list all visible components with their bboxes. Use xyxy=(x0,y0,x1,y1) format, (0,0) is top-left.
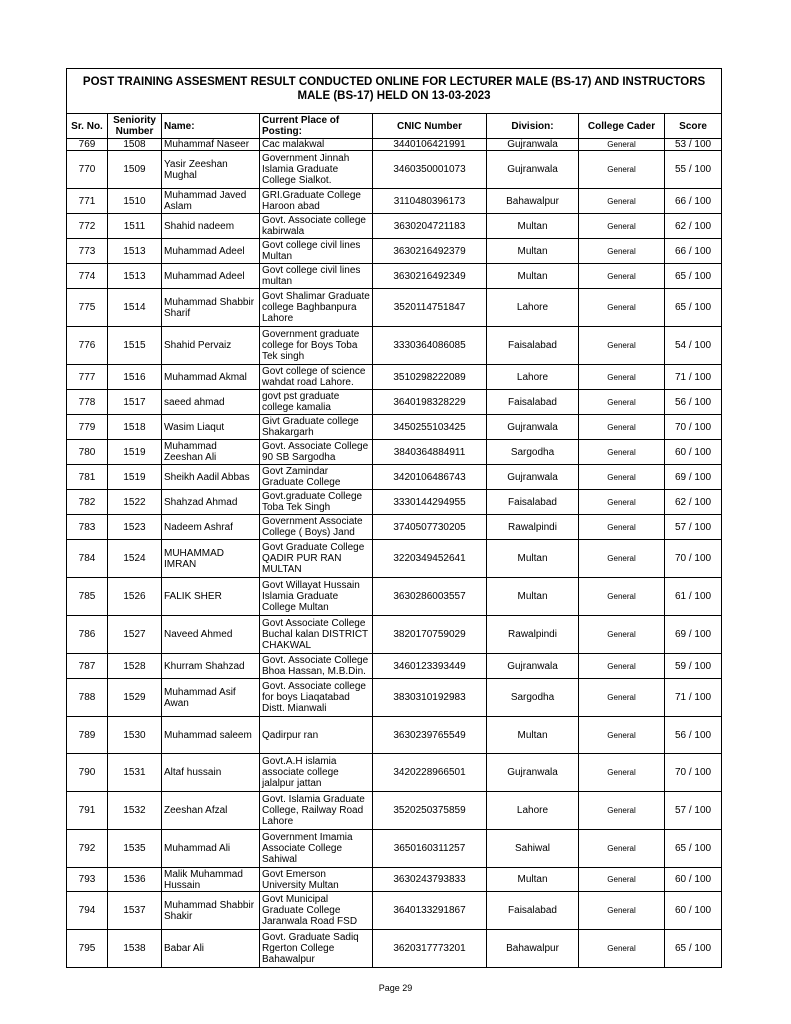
cadre-cell: General xyxy=(579,239,665,264)
cnic-cell: 3640198328229 xyxy=(373,390,487,415)
seniority-cell: 1531 xyxy=(108,754,162,792)
name-cell: Shahid nadeem xyxy=(162,214,260,239)
posting-cell: Govt college of science wahdat road Lahore. xyxy=(260,365,373,390)
col-header-posting: Current Place of Posting: xyxy=(260,114,373,139)
division-cell: Sahiwal xyxy=(487,830,579,868)
name-cell: Shahzad Ahmad xyxy=(162,490,260,515)
division-cell: Multan xyxy=(487,540,579,578)
cadre-cell: General xyxy=(579,327,665,365)
table-row xyxy=(67,365,722,390)
cnic-cell: 3650160311257 xyxy=(373,830,487,868)
header-row xyxy=(67,114,722,139)
score-cell: 55 / 100 xyxy=(665,151,722,189)
name-cell: Muhammad Adeel xyxy=(162,239,260,264)
sr-cell: 787 xyxy=(67,654,108,679)
seniority-cell: 1530 xyxy=(108,717,162,754)
cadre-cell: General xyxy=(579,440,665,465)
division-cell: Multan xyxy=(487,214,579,239)
seniority-cell: 1523 xyxy=(108,515,162,540)
division-cell: Faisalabad xyxy=(487,327,579,365)
cadre-cell: General xyxy=(579,540,665,578)
division-cell: Gujranwala xyxy=(487,415,579,440)
sr-cell: 788 xyxy=(67,679,108,717)
posting-cell: govt pst graduate college kamalia xyxy=(260,390,373,415)
cadre-cell: General xyxy=(579,654,665,679)
sr-cell: 786 xyxy=(67,616,108,654)
name-cell: Muhammad Asif Awan xyxy=(162,679,260,717)
cnic-cell: 3630216492379 xyxy=(373,239,487,264)
name-cell: Muhammad saleem xyxy=(162,717,260,754)
cadre-cell: General xyxy=(579,189,665,214)
posting-cell: Govt. Associate college kabirwala xyxy=(260,214,373,239)
cnic-cell: 3830310192983 xyxy=(373,679,487,717)
sr-cell: 771 xyxy=(67,189,108,214)
sr-cell: 783 xyxy=(67,515,108,540)
cadre-cell: General xyxy=(579,930,665,968)
seniority-cell: 1535 xyxy=(108,830,162,868)
division-cell: Multan xyxy=(487,868,579,892)
name-cell: Muhammad Zeeshan Ali xyxy=(162,440,260,465)
cadre-cell: General xyxy=(579,717,665,754)
posting-cell: Govt Zamindar Graduate College xyxy=(260,465,373,490)
sr-cell: 775 xyxy=(67,289,108,327)
page-title: POST TRAINING ASSESMENT RESULT CONDUCTED ONLINE FOR LECTURER MALE (BS-17) AND INSTRUCTORS MALE (BS-17) HELD ON 13-03-2023 xyxy=(67,69,722,114)
posting-cell: Qadirpur ran xyxy=(260,717,373,754)
division-cell: Lahore xyxy=(487,792,579,830)
division-cell: Gujranwala xyxy=(487,465,579,490)
name-cell: Yasir Zeeshan Mughal xyxy=(162,151,260,189)
cadre-cell: General xyxy=(579,578,665,616)
division-cell: Sargodha xyxy=(487,440,579,465)
table-row xyxy=(67,289,722,327)
table-row xyxy=(67,264,722,289)
seniority-cell: 1518 xyxy=(108,415,162,440)
seniority-cell: 1527 xyxy=(108,616,162,654)
sr-cell: 779 xyxy=(67,415,108,440)
seniority-cell: 1528 xyxy=(108,654,162,679)
score-cell: 62 / 100 xyxy=(665,490,722,515)
score-cell: 71 / 100 xyxy=(665,679,722,717)
seniority-cell: 1524 xyxy=(108,540,162,578)
score-cell: 57 / 100 xyxy=(665,792,722,830)
division-cell: Rawalpindi xyxy=(487,515,579,540)
sr-cell: 770 xyxy=(67,151,108,189)
table-row xyxy=(67,930,722,968)
posting-cell: Govt college civil lines Multan xyxy=(260,239,373,264)
posting-cell: Govt. Associate college for boys Liaqatabad Distt. Mianwali xyxy=(260,679,373,717)
posting-cell: GRI.Graduate College Haroon abad xyxy=(260,189,373,214)
division-cell: Rawalpindi xyxy=(487,616,579,654)
cadre-cell: General xyxy=(579,892,665,930)
name-cell: saeed ahmad xyxy=(162,390,260,415)
score-cell: 60 / 100 xyxy=(665,440,722,465)
score-cell: 65 / 100 xyxy=(665,264,722,289)
name-cell: Muhammad Shabbir Sharif xyxy=(162,289,260,327)
cadre-cell: General xyxy=(579,616,665,654)
cadre-cell: General xyxy=(579,830,665,868)
score-cell: 66 / 100 xyxy=(665,239,722,264)
cnic-cell: 3420106486743 xyxy=(373,465,487,490)
seniority-cell: 1513 xyxy=(108,239,162,264)
score-cell: 69 / 100 xyxy=(665,616,722,654)
seniority-cell: 1519 xyxy=(108,465,162,490)
sr-cell: 785 xyxy=(67,578,108,616)
cadre-cell: General xyxy=(579,390,665,415)
sr-cell: 774 xyxy=(67,264,108,289)
sr-cell: 782 xyxy=(67,490,108,515)
posting-cell: Government Imamia Associate College Sahiwal xyxy=(260,830,373,868)
name-cell: Zeeshan Afzal xyxy=(162,792,260,830)
name-cell: Malik Muhammad Hussain xyxy=(162,868,260,892)
seniority-cell: 1522 xyxy=(108,490,162,515)
cnic-cell: 3630243793833 xyxy=(373,868,487,892)
score-cell: 71 / 100 xyxy=(665,365,722,390)
score-cell: 66 / 100 xyxy=(665,189,722,214)
division-cell: Faisalabad xyxy=(487,892,579,930)
col-header-cadre: College Cader xyxy=(579,114,665,139)
division-cell: Bahawalpur xyxy=(487,930,579,968)
name-cell: Muhammad Adeel xyxy=(162,264,260,289)
col-header-score: Score xyxy=(665,114,722,139)
division-cell: Multan xyxy=(487,264,579,289)
posting-cell: Govt. Associate College 90 SB Sargodha xyxy=(260,440,373,465)
table-row xyxy=(67,754,722,792)
name-cell: Naveed Ahmed xyxy=(162,616,260,654)
score-cell: 60 / 100 xyxy=(665,868,722,892)
sr-cell: 791 xyxy=(67,792,108,830)
cnic-cell: 3330364086085 xyxy=(373,327,487,365)
sr-cell: 772 xyxy=(67,214,108,239)
col-header-cnic: CNIC Number xyxy=(373,114,487,139)
division-cell: Sargodha xyxy=(487,679,579,717)
score-cell: 61 / 100 xyxy=(665,578,722,616)
posting-cell: Govt Willayat Hussain Islamia Graduate College Multan xyxy=(260,578,373,616)
table-row xyxy=(67,515,722,540)
posting-cell: Govt. Associate College Bhoa Hassan, M.B.Din. xyxy=(260,654,373,679)
col-header-division: Division: xyxy=(487,114,579,139)
seniority-cell: 1515 xyxy=(108,327,162,365)
sr-cell: 789 xyxy=(67,717,108,754)
name-cell: Nadeem Ashraf xyxy=(162,515,260,540)
sr-cell: 778 xyxy=(67,390,108,415)
sr-cell: 769 xyxy=(67,139,108,151)
division-cell: Faisalabad xyxy=(487,490,579,515)
score-cell: 56 / 100 xyxy=(665,390,722,415)
table-row xyxy=(67,139,722,151)
sr-cell: 781 xyxy=(67,465,108,490)
score-cell: 65 / 100 xyxy=(665,830,722,868)
name-cell: Khurram Shahzad xyxy=(162,654,260,679)
name-cell: Shahid Pervaiz xyxy=(162,327,260,365)
cadre-cell: General xyxy=(579,679,665,717)
seniority-cell: 1538 xyxy=(108,930,162,968)
table-body xyxy=(67,139,722,968)
cnic-cell: 3450255103425 xyxy=(373,415,487,440)
seniority-cell: 1537 xyxy=(108,892,162,930)
division-cell: Gujranwala xyxy=(487,754,579,792)
sr-cell: 773 xyxy=(67,239,108,264)
cnic-cell: 3740507730205 xyxy=(373,515,487,540)
seniority-cell: 1536 xyxy=(108,868,162,892)
cadre-cell: General xyxy=(579,490,665,515)
posting-cell: Govt Shalimar Graduate college Baghbanpura Lahore xyxy=(260,289,373,327)
cadre-cell: General xyxy=(579,754,665,792)
table-row xyxy=(67,490,722,515)
table-row xyxy=(67,654,722,679)
cnic-cell: 3460123393449 xyxy=(373,654,487,679)
name-cell: Muhammad Shabbir Shakir xyxy=(162,892,260,930)
cnic-cell: 3330144294955 xyxy=(373,490,487,515)
posting-cell: Government Jinnah Islamia Graduate College Sialkot. xyxy=(260,151,373,189)
division-cell: Gujranwala xyxy=(487,139,579,151)
cadre-cell: General xyxy=(579,515,665,540)
cadre-cell: General xyxy=(579,151,665,189)
seniority-cell: 1516 xyxy=(108,365,162,390)
cnic-cell: 3110480396173 xyxy=(373,189,487,214)
table-row xyxy=(67,415,722,440)
posting-cell: Government graduate college for Boys Toba Tek singh xyxy=(260,327,373,365)
sr-cell: 784 xyxy=(67,540,108,578)
name-cell: FALIK SHER xyxy=(162,578,260,616)
division-cell: Gujranwala xyxy=(487,654,579,679)
seniority-cell: 1514 xyxy=(108,289,162,327)
cnic-cell: 3460350001073 xyxy=(373,151,487,189)
seniority-cell: 1526 xyxy=(108,578,162,616)
cadre-cell: General xyxy=(579,415,665,440)
division-cell: Multan xyxy=(487,239,579,264)
table-row xyxy=(67,679,722,717)
cnic-cell: 3440106421991 xyxy=(373,139,487,151)
posting-cell: Govt Emerson University Multan xyxy=(260,868,373,892)
score-cell: 59 / 100 xyxy=(665,654,722,679)
cadre-cell: General xyxy=(579,868,665,892)
sr-cell: 792 xyxy=(67,830,108,868)
name-cell: Wasim Liaqut xyxy=(162,415,260,440)
table-row xyxy=(67,440,722,465)
cnic-cell: 3220349452641 xyxy=(373,540,487,578)
sr-cell: 790 xyxy=(67,754,108,792)
division-cell: Lahore xyxy=(487,365,579,390)
score-cell: 65 / 100 xyxy=(665,930,722,968)
col-header-sr: Sr. No. xyxy=(67,114,108,139)
posting-cell: Govt. Islamia Graduate College, Railway Road Lahore xyxy=(260,792,373,830)
sr-cell: 777 xyxy=(67,365,108,390)
score-cell: 54 / 100 xyxy=(665,327,722,365)
posting-cell: Givt Graduate college Shakargarh xyxy=(260,415,373,440)
division-cell: Lahore xyxy=(487,289,579,327)
cadre-cell: General xyxy=(579,365,665,390)
sr-cell: 793 xyxy=(67,868,108,892)
page-number: Page 29 xyxy=(378,983,413,993)
seniority-cell: 1532 xyxy=(108,792,162,830)
posting-cell: Govt Graduate College QADIR PUR RAN MULTAN xyxy=(260,540,373,578)
score-cell: 65 / 100 xyxy=(665,289,722,327)
division-cell: Multan xyxy=(487,717,579,754)
table-row xyxy=(67,540,722,578)
score-cell: 70 / 100 xyxy=(665,415,722,440)
posting-cell: Cac malakwal xyxy=(260,139,373,151)
division-cell: Faisalabad xyxy=(487,390,579,415)
cadre-cell: General xyxy=(579,792,665,830)
table-row xyxy=(67,792,722,830)
seniority-cell: 1509 xyxy=(108,151,162,189)
score-cell: 57 / 100 xyxy=(665,515,722,540)
cnic-cell: 3630239765549 xyxy=(373,717,487,754)
division-cell: Gujranwala xyxy=(487,151,579,189)
cnic-cell: 3840364884911 xyxy=(373,440,487,465)
seniority-cell: 1510 xyxy=(108,189,162,214)
posting-cell: Government Associate College ( Boys) Jand xyxy=(260,515,373,540)
table-row xyxy=(67,189,722,214)
col-header-name: Name: xyxy=(162,114,260,139)
sr-cell: 776 xyxy=(67,327,108,365)
name-cell: Muhammaf Naseer xyxy=(162,139,260,151)
score-cell: 69 / 100 xyxy=(665,465,722,490)
table-row xyxy=(67,465,722,490)
sr-cell: 794 xyxy=(67,892,108,930)
table-row xyxy=(67,616,722,654)
table-row xyxy=(67,578,722,616)
cnic-cell: 3820170759029 xyxy=(373,616,487,654)
table-row xyxy=(67,868,722,892)
division-cell: Bahawalpur xyxy=(487,189,579,214)
name-cell: Muhammad Javed Aslam xyxy=(162,189,260,214)
cadre-cell: General xyxy=(579,139,665,151)
name-cell: MUHAMMAD IMRAN xyxy=(162,540,260,578)
posting-cell: Govt college civil lines multan xyxy=(260,264,373,289)
score-cell: 62 / 100 xyxy=(665,214,722,239)
posting-cell: Govt Associate College Buchal kalan DISTRICT CHAKWAL xyxy=(260,616,373,654)
score-cell: 70 / 100 xyxy=(665,540,722,578)
seniority-cell: 1517 xyxy=(108,390,162,415)
name-cell: Altaf hussain xyxy=(162,754,260,792)
sr-cell: 780 xyxy=(67,440,108,465)
division-cell: Multan xyxy=(487,578,579,616)
posting-cell: Govt.graduate College Toba Tek Singh xyxy=(260,490,373,515)
score-cell: 60 / 100 xyxy=(665,892,722,930)
score-cell: 53 / 100 xyxy=(665,139,722,151)
cnic-cell: 3510298222089 xyxy=(373,365,487,390)
table-row xyxy=(67,151,722,189)
seniority-cell: 1511 xyxy=(108,214,162,239)
table-row xyxy=(67,214,722,239)
posting-cell: Govt.A.H islamia associate college jalalpur jattan xyxy=(260,754,373,792)
cadre-cell: General xyxy=(579,214,665,239)
seniority-cell: 1519 xyxy=(108,440,162,465)
results-table xyxy=(66,68,722,968)
table-row xyxy=(67,717,722,754)
cnic-cell: 3520114751847 xyxy=(373,289,487,327)
name-cell: Babar Ali xyxy=(162,930,260,968)
posting-cell: Govt Municipal Graduate College Jaranwala Road FSD xyxy=(260,892,373,930)
cnic-cell: 3630216492349 xyxy=(373,264,487,289)
name-cell: Sheikh Aadil Abbas xyxy=(162,465,260,490)
name-cell: Muhammad Ali xyxy=(162,830,260,868)
col-header-seniority: Seniority Number xyxy=(108,114,162,139)
cadre-cell: General xyxy=(579,465,665,490)
cnic-cell: 3420228966501 xyxy=(373,754,487,792)
sr-cell: 795 xyxy=(67,930,108,968)
posting-cell: Govt. Graduate Sadiq Rgerton College Bahawalpur xyxy=(260,930,373,968)
seniority-cell: 1529 xyxy=(108,679,162,717)
table-row xyxy=(67,390,722,415)
cnic-cell: 3640133291867 xyxy=(373,892,487,930)
cnic-cell: 3630286003557 xyxy=(373,578,487,616)
table-row xyxy=(67,239,722,264)
cnic-cell: 3630204721183 xyxy=(373,214,487,239)
cnic-cell: 3520250375859 xyxy=(373,792,487,830)
cnic-cell: 3620317773201 xyxy=(373,930,487,968)
cadre-cell: General xyxy=(579,264,665,289)
score-cell: 70 / 100 xyxy=(665,754,722,792)
score-cell: 56 / 100 xyxy=(665,717,722,754)
table-row xyxy=(67,327,722,365)
table-row xyxy=(67,830,722,868)
name-cell: Muhammad Akmal xyxy=(162,365,260,390)
seniority-cell: 1508 xyxy=(108,139,162,151)
cadre-cell: General xyxy=(579,289,665,327)
table-row xyxy=(67,892,722,930)
result-sheet xyxy=(66,68,721,968)
seniority-cell: 1513 xyxy=(108,264,162,289)
